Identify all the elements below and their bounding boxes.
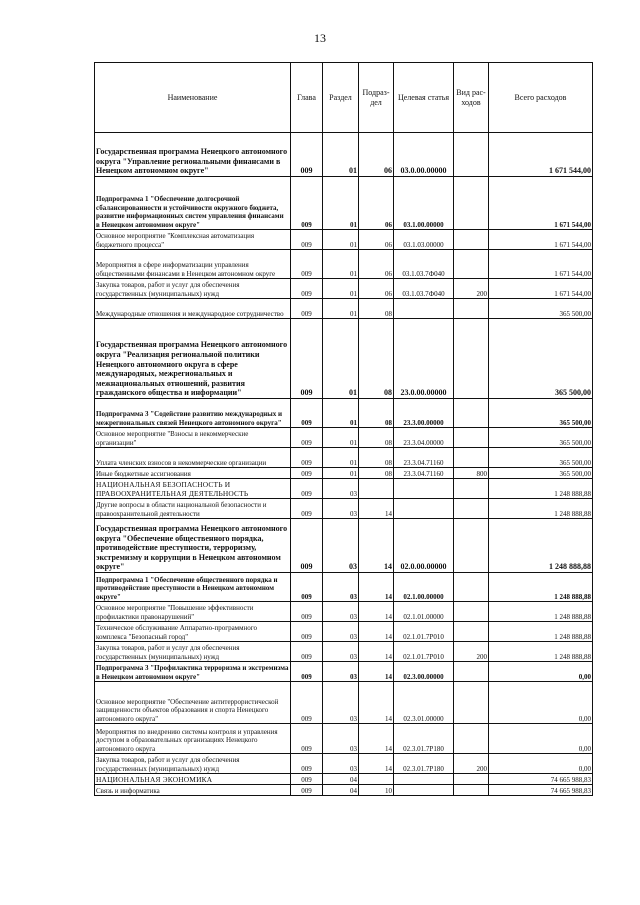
table-row [95, 499, 593, 519]
cell-target: 02.0.00.00000 [394, 519, 454, 573]
cell-razdel: 01 [323, 230, 359, 250]
cell-target: 02.1.01.7Р010 [394, 642, 454, 662]
cell-glava: 009 [291, 519, 323, 573]
cell-razdel: 01 [323, 399, 359, 428]
cell-total: 1 671 544,00 [489, 279, 593, 299]
cell-razdel: 01 [323, 177, 359, 230]
cell-podrazdel: 14 [359, 602, 394, 622]
cell-glava: 009 [291, 399, 323, 428]
header-podrazdel: Подраз-дел [359, 63, 394, 133]
cell-name: Техническое обслуживание Аппаратно-программного комплекса "Безопасный город" [95, 622, 291, 642]
cell-total: 365 500,00 [489, 428, 593, 448]
cell-target: 23.3.04.71160 [394, 468, 454, 479]
cell-razdel: 01 [323, 448, 359, 468]
cell-podrazdel: 08 [359, 399, 394, 428]
cell-vid [454, 774, 489, 785]
table-row [95, 774, 593, 785]
cell-vid [454, 133, 489, 177]
cell-name: Закупка товаров, работ и услуг для обеспечения государственных (муниципальных) нужд [95, 754, 291, 774]
cell-total: 0,00 [489, 662, 593, 682]
cell-glava: 009 [291, 682, 323, 724]
cell-glava: 009 [291, 602, 323, 622]
cell-total: 1 248 888,88 [489, 573, 593, 602]
cell-total: 365 500,00 [489, 299, 593, 319]
cell-vid [454, 622, 489, 642]
cell-name: Иные бюджетные ассигнования [95, 468, 291, 479]
cell-name: Мероприятия по внедрению системы контроля и управления доступом в образовательных организациях Ненецкого автономного округа [95, 724, 291, 754]
cell-podrazdel: 14 [359, 573, 394, 602]
cell-glava: 009 [291, 230, 323, 250]
cell-razdel: 03 [323, 499, 359, 519]
cell-target [394, 499, 454, 519]
header-total: Всего расходов [489, 63, 593, 133]
cell-vid [454, 479, 489, 499]
table-row [95, 133, 593, 177]
cell-name: Основное мероприятие "Комплексная автоматизация бюджетного процесса" [95, 230, 291, 250]
cell-vid [454, 573, 489, 602]
cell-razdel: 03 [323, 602, 359, 622]
cell-razdel: 01 [323, 428, 359, 448]
cell-razdel: 03 [323, 519, 359, 573]
header-razdel: Раздел [323, 63, 359, 133]
cell-total: 0,00 [489, 682, 593, 724]
table-row [95, 250, 593, 279]
page-number: 13 [314, 31, 326, 45]
budget-table [94, 62, 593, 796]
cell-razdel: 04 [323, 785, 359, 796]
cell-total: 1 671 544,00 [489, 133, 593, 177]
table-row [95, 602, 593, 622]
cell-total: 74 665 988,83 [489, 785, 593, 796]
cell-name: Основное мероприятие "Обеспечение антитеррористической защищенности объектов образования и спорта Ненецкого автономного округа" [95, 682, 291, 724]
cell-target: 23.3.04.71160 [394, 448, 454, 468]
cell-vid [454, 250, 489, 279]
cell-razdel: 01 [323, 279, 359, 299]
cell-total: 1 248 888,88 [489, 622, 593, 642]
cell-glava: 009 [291, 279, 323, 299]
cell-name: НАЦИОНАЛЬНАЯ ЭКОНОМИКА [95, 774, 291, 785]
table-row [95, 279, 593, 299]
header-name: Наименование [95, 63, 291, 133]
cell-razdel: 03 [323, 573, 359, 602]
table-row [95, 754, 593, 774]
cell-glava: 009 [291, 448, 323, 468]
cell-glava: 009 [291, 299, 323, 319]
cell-vid [454, 448, 489, 468]
cell-name: Международные отношения и международное сотрудничество [95, 299, 291, 319]
cell-podrazdel [359, 774, 394, 785]
cell-podrazdel: 14 [359, 662, 394, 682]
cell-name: Подпрограмма 3 "Профилактика терроризма и экстремизма в Ненецком автономном округе" [95, 662, 291, 682]
cell-glava: 009 [291, 319, 323, 399]
cell-total: 1 671 544,00 [489, 250, 593, 279]
cell-total: 74 665 988,83 [489, 774, 593, 785]
cell-total: 1 671 544,00 [489, 230, 593, 250]
cell-vid [454, 785, 489, 796]
cell-vid [454, 602, 489, 622]
cell-glava: 009 [291, 754, 323, 774]
cell-podrazdel: 06 [359, 133, 394, 177]
table-row [95, 399, 593, 428]
cell-glava: 009 [291, 133, 323, 177]
cell-target: 02.1.01.7Р010 [394, 622, 454, 642]
table-row [95, 573, 593, 602]
cell-podrazdel: 14 [359, 682, 394, 724]
cell-target: 23.3.00.00000 [394, 399, 454, 428]
cell-razdel: 03 [323, 754, 359, 774]
cell-vid [454, 519, 489, 573]
cell-name: Подпрограмма 1 "Обеспечение долгосрочной сбалансированности и устойчивости окружного бюджета, развитие информационных систем управления финансами в Ненецком автономном округе" [95, 177, 291, 230]
cell-name: Подпрограмма 3 "Содействие развитию международных и межрегиональных связей Ненецкого автономного округа" [95, 399, 291, 428]
cell-glava: 009 [291, 177, 323, 230]
cell-target: 23.3.04.00000 [394, 428, 454, 448]
table-row [95, 682, 593, 724]
cell-glava: 009 [291, 662, 323, 682]
cell-razdel: 03 [323, 682, 359, 724]
cell-vid [454, 682, 489, 724]
cell-target [394, 299, 454, 319]
cell-vid [454, 662, 489, 682]
cell-glava: 009 [291, 250, 323, 279]
cell-name: Закупка товаров, работ и услуг для обеспечения государственных (муниципальных) нужд [95, 279, 291, 299]
cell-glava: 009 [291, 724, 323, 754]
cell-podrazdel: 14 [359, 622, 394, 642]
cell-podrazdel: 08 [359, 428, 394, 448]
cell-total: 1 248 888,88 [489, 499, 593, 519]
table-row [95, 230, 593, 250]
table-row [95, 468, 593, 479]
cell-name: Уплата членских взносов в некоммерческие организации [95, 448, 291, 468]
header-target: Целевая статья [394, 63, 454, 133]
cell-glava: 009 [291, 479, 323, 499]
cell-podrazdel: 14 [359, 754, 394, 774]
cell-total: 365 500,00 [489, 448, 593, 468]
cell-target: 03.1.03.00000 [394, 230, 454, 250]
table-row [95, 642, 593, 662]
cell-vid: 800 [454, 468, 489, 479]
cell-podrazdel: 08 [359, 468, 394, 479]
cell-podrazdel: 10 [359, 785, 394, 796]
cell-total: 1 248 888,88 [489, 479, 593, 499]
cell-target: 02.1.00.00000 [394, 573, 454, 602]
cell-vid [454, 399, 489, 428]
cell-vid: 200 [454, 754, 489, 774]
cell-target: 03.1.03.7Ф040 [394, 250, 454, 279]
cell-target: 03.1.00.00000 [394, 177, 454, 230]
cell-podrazdel: 06 [359, 177, 394, 230]
table-row [95, 299, 593, 319]
cell-razdel: 01 [323, 468, 359, 479]
cell-vid [454, 299, 489, 319]
cell-podrazdel: 14 [359, 642, 394, 662]
cell-podrazdel: 06 [359, 230, 394, 250]
table-row [95, 622, 593, 642]
cell-podrazdel: 08 [359, 319, 394, 399]
cell-podrazdel: 14 [359, 519, 394, 573]
cell-total: 0,00 [489, 754, 593, 774]
cell-target: 03.1.03.7Ф040 [394, 279, 454, 299]
table-body [95, 133, 593, 796]
cell-razdel: 01 [323, 133, 359, 177]
cell-name: Подпрограмма 1 "Обеспечение общественного порядка и противодействие преступности в Ненецком автономном округе" [95, 573, 291, 602]
cell-total: 1 248 888,88 [489, 519, 593, 573]
cell-podrazdel: 08 [359, 448, 394, 468]
cell-vid [454, 724, 489, 754]
cell-podrazdel: 06 [359, 279, 394, 299]
cell-name: Закупка товаров, работ и услуг для обеспечения государственных (муниципальных) нужд [95, 642, 291, 662]
table-row [95, 662, 593, 682]
cell-podrazdel: 14 [359, 499, 394, 519]
cell-target: 02.3.01.00000 [394, 682, 454, 724]
cell-name: Основное мероприятие "Повышение эффективности профилактики правонарушений" [95, 602, 291, 622]
cell-target: 02.3.01.7Р180 [394, 724, 454, 754]
table-row [95, 724, 593, 754]
cell-vid: 200 [454, 642, 489, 662]
cell-target: 02.1.01.00000 [394, 602, 454, 622]
cell-total: 365 500,00 [489, 399, 593, 428]
cell-name: Государственная программа Ненецкого автономного округа "Управление региональными финансами в Ненецком автономном округе" [95, 133, 291, 177]
table-row [95, 519, 593, 573]
cell-name: Связь и информатика [95, 785, 291, 796]
table-row [95, 177, 593, 230]
header-vid: Вид рас-ходов [454, 63, 489, 133]
cell-target [394, 774, 454, 785]
cell-name: НАЦИОНАЛЬНАЯ БЕЗОПАСНОСТЬ И ПРАВООХРАНИТЕЛЬНАЯ ДЕЯТЕЛЬНОСТЬ [95, 479, 291, 499]
cell-vid [454, 499, 489, 519]
cell-razdel: 03 [323, 479, 359, 499]
cell-name: Мероприятия в сфере информатизации управления общественными финансами в Ненецком автономном округе [95, 250, 291, 279]
cell-razdel: 03 [323, 622, 359, 642]
cell-vid [454, 230, 489, 250]
cell-target: 03.0.00.00000 [394, 133, 454, 177]
cell-razdel: 01 [323, 250, 359, 279]
cell-razdel: 04 [323, 774, 359, 785]
cell-name: Государственная программа Ненецкого автономного округа "Реализация региональной политики Ненецкого автономного округа в сфере международных, межрегиональных и межнациональных отношений, развития гражданского общества и информации" [95, 319, 291, 399]
cell-glava: 009 [291, 573, 323, 602]
cell-total: 365 500,00 [489, 319, 593, 399]
cell-total: 1 671 544,00 [489, 177, 593, 230]
cell-razdel: 03 [323, 642, 359, 662]
cell-target: 23.0.00.00000 [394, 319, 454, 399]
cell-vid [454, 177, 489, 230]
cell-glava: 009 [291, 785, 323, 796]
cell-vid [454, 319, 489, 399]
cell-vid [454, 428, 489, 448]
cell-razdel: 03 [323, 662, 359, 682]
cell-podrazdel: 14 [359, 724, 394, 754]
table-row [95, 428, 593, 448]
table-row [95, 479, 593, 499]
cell-target [394, 479, 454, 499]
cell-vid: 200 [454, 279, 489, 299]
cell-razdel: 03 [323, 724, 359, 754]
cell-podrazdel: 08 [359, 299, 394, 319]
cell-glava: 009 [291, 622, 323, 642]
cell-total: 365 500,00 [489, 468, 593, 479]
cell-total: 1 248 888,88 [489, 602, 593, 622]
cell-glava: 009 [291, 642, 323, 662]
cell-glava: 009 [291, 468, 323, 479]
cell-razdel: 01 [323, 299, 359, 319]
cell-name: Другие вопросы в области национальной безопасности и правоохранительной деятельности [95, 499, 291, 519]
table-row [95, 448, 593, 468]
cell-target [394, 785, 454, 796]
header-glava: Глава [291, 63, 323, 133]
cell-glava: 009 [291, 774, 323, 785]
cell-target: 02.3.01.7Р180 [394, 754, 454, 774]
cell-razdel: 01 [323, 319, 359, 399]
cell-name: Государственная программа Ненецкого автономного округа "Обеспечение общественного порядка, противодействие преступности, терроризму, экстремизму и коррупции в Ненецком автономном округе" [95, 519, 291, 573]
cell-glava: 009 [291, 428, 323, 448]
cell-glava: 009 [291, 499, 323, 519]
cell-target: 02.3.00.00000 [394, 662, 454, 682]
cell-total: 0,00 [489, 724, 593, 754]
table-row [95, 785, 593, 796]
cell-podrazdel: 06 [359, 250, 394, 279]
cell-total: 1 248 888,88 [489, 642, 593, 662]
table-header [95, 63, 593, 133]
table-row [95, 319, 593, 399]
cell-podrazdel [359, 479, 394, 499]
cell-name: Основное мероприятие "Взносы в некоммерческие организации" [95, 428, 291, 448]
